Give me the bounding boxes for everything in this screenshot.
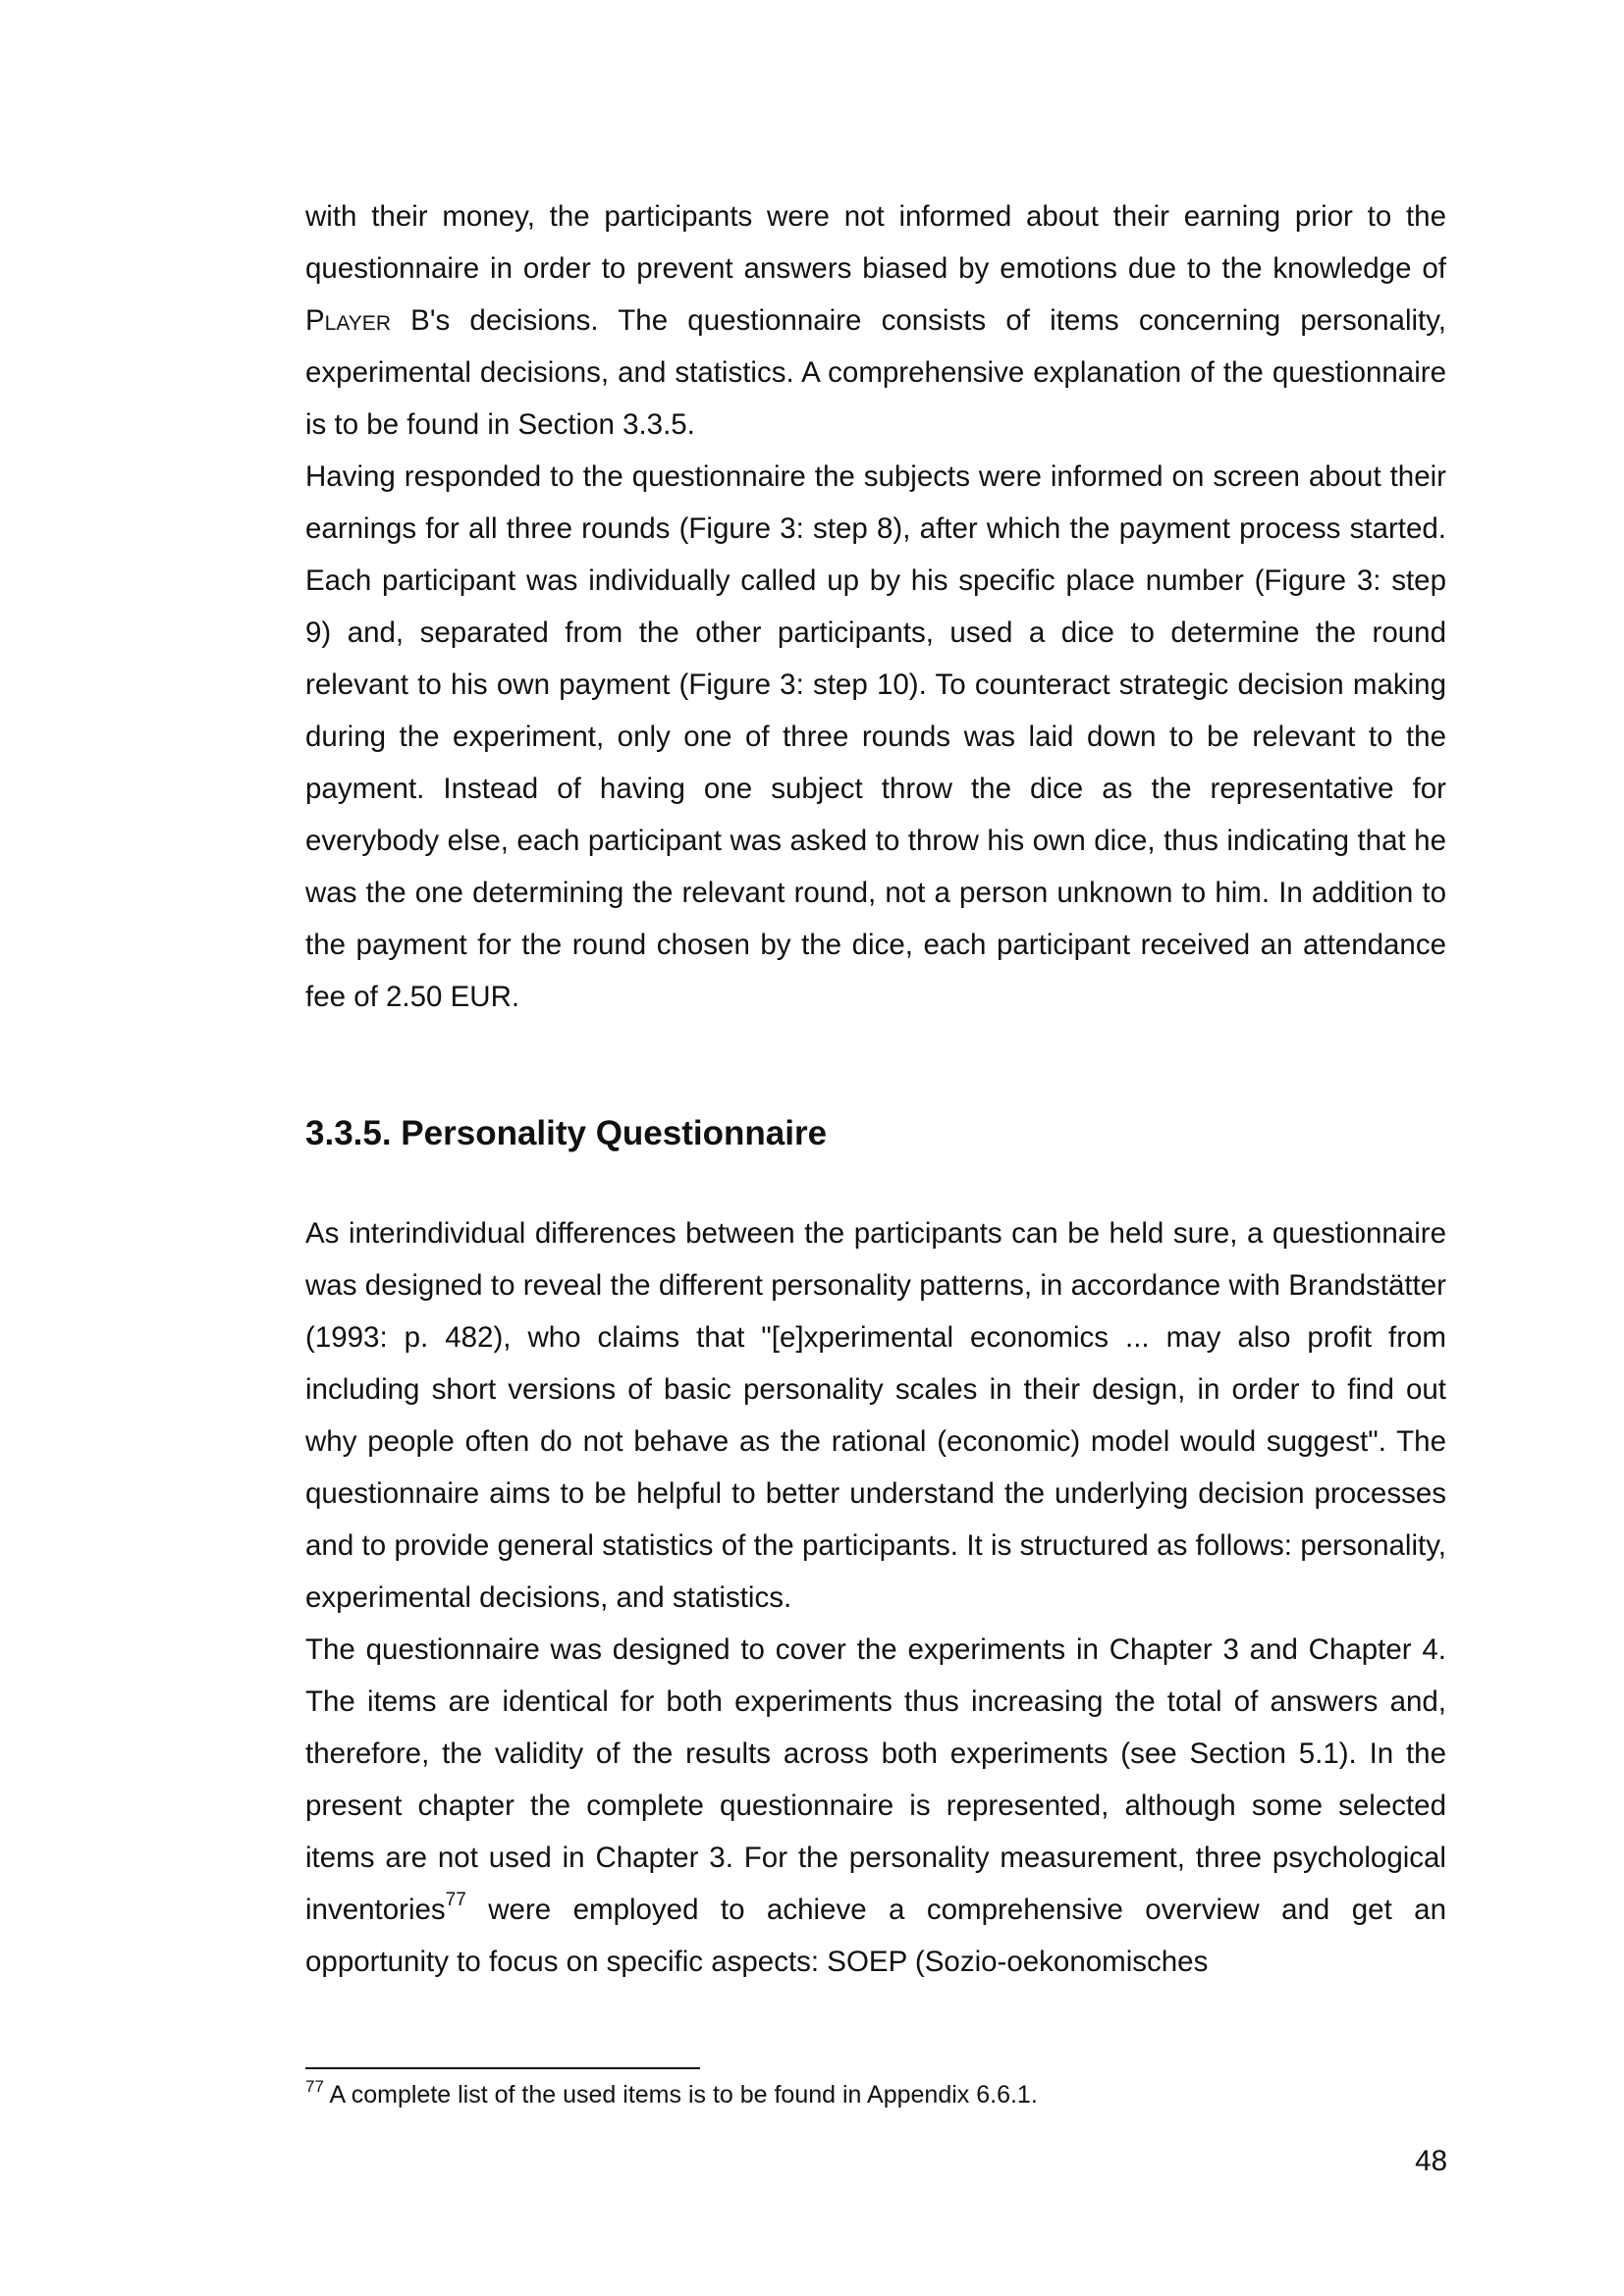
- paragraph-4-text-a: The questionnaire was designed to cover the experiments in Chapter 3 and Chapter 4. The items are identical for both experiments thus increasing the total of answers and, therefore, the validity of the results across both experiments (see Section 5.1). In the present chapter the complete questionnaire is represented, although some selected items are not used in Chapter 3. For the personality measurement, three psychological inventories: [305, 1633, 1446, 1926]
- footnote-reference[interactable]: 77: [445, 1890, 466, 1910]
- player-term: Player: [305, 304, 391, 337]
- paragraph-4-text-b: were employed to achieve a comprehensive overview and get an opportunity to focus on specific aspects: SOEP (Sozio-oekonomisches: [305, 1894, 1446, 1978]
- footnote-divider: [305, 2067, 700, 2069]
- footnote: [305, 2079, 1038, 2110]
- body-text-bottom: [305, 1207, 1446, 1988]
- section-heading: 3.3.5. Personality Questionnaire: [305, 1114, 828, 1152]
- body-text-top: [305, 190, 1446, 1023]
- paragraph-4: [305, 1624, 1446, 1988]
- footnote-text: A complete list of the used items is to be found in Appendix 6.6.1.: [323, 2081, 1038, 2109]
- paragraph-3: As interindividual differences between the participants can be held sure, a questionnaire was designed to reveal the different personality patterns, in accordance with Brandstätter (1993: p. 482), who claims that "[e]xperimental economics ... may also profit from including short versions of basic personality scales in their design, in order to find out why people often do not behave as the rational (economic) model would suggest". The questionnaire aims to be helpful to better understand the underlying decision processes and to provide general statistics of the participants. It is structured as follows: personality, experimental decisions, and statistics.: [305, 1217, 1446, 1614]
- footnote-number: 77: [305, 2077, 324, 2096]
- paragraph-1: [305, 190, 1446, 451]
- paragraph-1-text-a: with their money, the participants were not informed about their earning prior to the questionnaire in order to prevent answers biased by emotions due to the knowledge of: [305, 200, 1446, 285]
- page-number: 48: [1415, 2145, 1447, 2177]
- paragraph-2: Having responded to the questionnaire the subjects were informed on screen about their earnings for all three rounds (Figure 3: step 8), after which the payment process started. Each participant was individually called up by his specific place number (Figure 3: step 9) and, separated from the other participants, used a dice to determine the round relevant to his own payment (Figure 3: step 10). To counteract strategic decision making during the experiment, only one of three rounds was laid down to be relevant to the payment. Instead of having one subject throw the dice as the representative for everybody else, each participant was asked to throw his own dice, thus indicating that he was the one determining the relevant round, not a person unknown to him. In addition to the payment for the round chosen by the dice, each participant received an attendance fee of 2.50 EUR.: [305, 460, 1446, 1013]
- paragraph-1-text-b: B's decisions. The questionnaire consists of items concerning personality, experimental decisions, and statistics. A comprehensive explanation of the questionnaire is to be found in Section 3.3.5.: [305, 304, 1446, 441]
